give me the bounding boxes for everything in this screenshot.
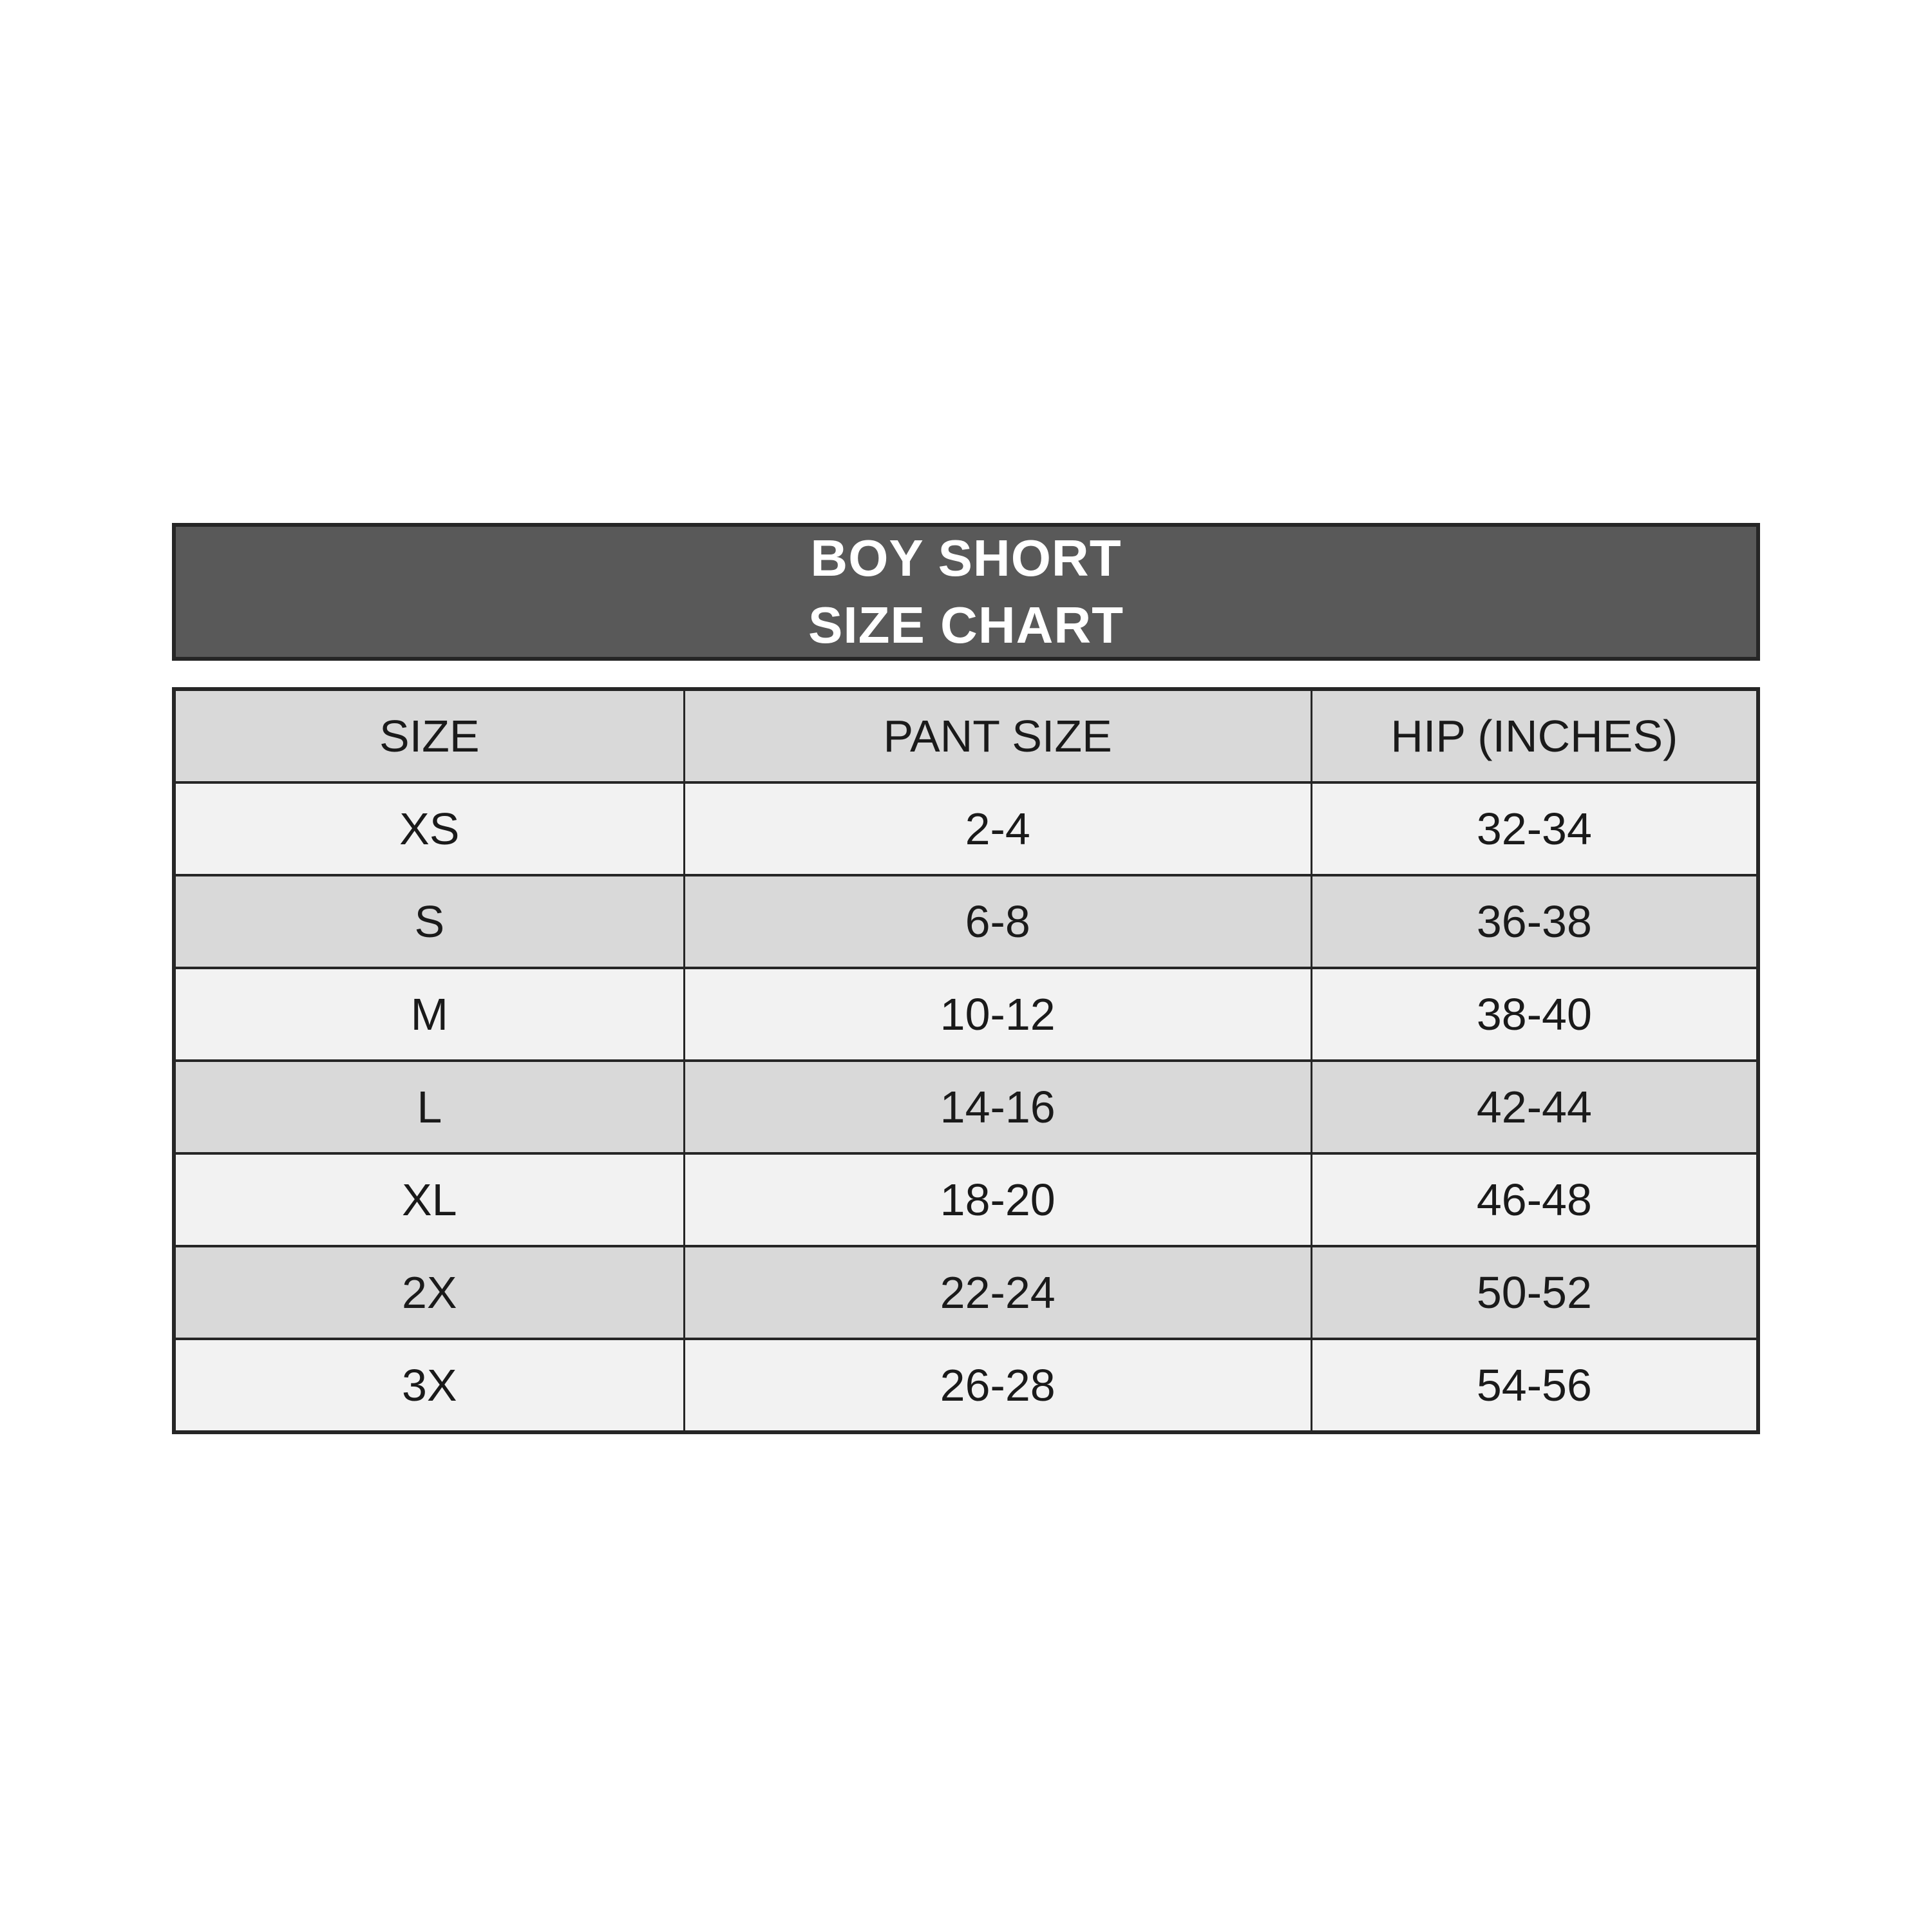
table-row-xl: [174, 1153, 1758, 1246]
cell-pant-size: 22-24: [684, 1246, 1311, 1339]
cell-size: XS: [174, 782, 684, 875]
column-header-pant-size: PANT SIZE: [684, 689, 1311, 782]
cell-hip-inches: 36-38: [1311, 875, 1758, 968]
size-chart-table: [172, 687, 1760, 1434]
table-row-l: [174, 1061, 1758, 1153]
chart-title-line-1: BOY SHORT: [810, 529, 1122, 587]
cell-pant-size: 10-12: [684, 968, 1311, 1061]
column-header-size: SIZE: [174, 689, 684, 782]
cell-hip-inches: 46-48: [1311, 1153, 1758, 1246]
cell-size: 3X: [174, 1339, 684, 1432]
cell-hip-inches: 32-34: [1311, 782, 1758, 875]
cell-size: S: [174, 875, 684, 968]
table-row-2x: [174, 1246, 1758, 1339]
column-header-hip-inches: HIP (INCHES): [1311, 689, 1758, 782]
cell-pant-size: 26-28: [684, 1339, 1311, 1432]
chart-title-line-2: SIZE CHART: [808, 596, 1124, 654]
title-banner: [172, 523, 1760, 661]
cell-size: L: [174, 1061, 684, 1153]
cell-hip-inches: 54-56: [1311, 1339, 1758, 1432]
cell-pant-size: 6-8: [684, 875, 1311, 968]
table-row-xs: [174, 782, 1758, 875]
cell-hip-inches: 38-40: [1311, 968, 1758, 1061]
table-row-s: [174, 875, 1758, 968]
cell-pant-size: 2-4: [684, 782, 1311, 875]
cell-size: 2X: [174, 1246, 684, 1339]
header-row: [174, 689, 1758, 782]
cell-hip-inches: 50-52: [1311, 1246, 1758, 1339]
cell-pant-size: 18-20: [684, 1153, 1311, 1246]
cell-size: M: [174, 968, 684, 1061]
cell-size: XL: [174, 1153, 684, 1246]
table-row-3x: [174, 1339, 1758, 1432]
cell-pant-size: 14-16: [684, 1061, 1311, 1153]
table-row-m: [174, 968, 1758, 1061]
cell-hip-inches: 42-44: [1311, 1061, 1758, 1153]
